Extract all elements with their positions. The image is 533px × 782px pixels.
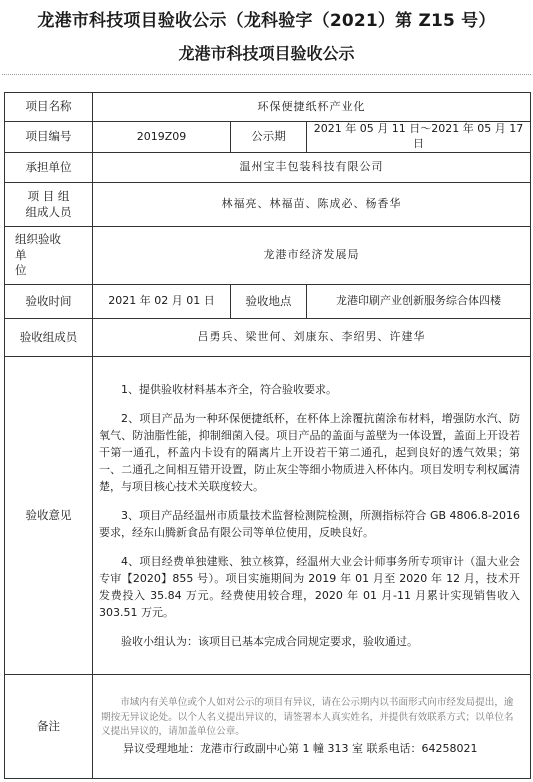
- project-name-value: 环保便捷纸杯产业化: [93, 93, 531, 122]
- opinions-content: [93, 357, 531, 675]
- row-notes: [5, 675, 531, 779]
- row-organizer: [5, 227, 531, 285]
- acceptance-place-value: 龙港印刷产业创新服务综合体四楼: [307, 285, 531, 319]
- project-number-value: 2019Z09: [93, 122, 231, 153]
- row-project-members: [5, 183, 531, 227]
- row-project-name: [5, 93, 531, 122]
- acceptance-time-value: 2021 年 02 月 01 日: [93, 285, 231, 319]
- project-name-label: 项目名称: [5, 93, 93, 122]
- acceptance-members-label: 验收组成员: [5, 319, 93, 357]
- notes-text: 市域内有关单位或个人如对公示的项目有异议，请在公示期内以书面形式向市经发局提出，逾期按无异议论处。以个人名义提出异议的，请签署本人真实姓名，并提供有效联系方式；以单位名义提出异议的，请加盖单位公章。: [101, 696, 514, 738]
- opinions-label: 验收意见: [5, 357, 93, 675]
- acceptance-info-table: [4, 92, 531, 779]
- acceptance-time-label: 验收时间: [5, 285, 93, 319]
- title-divider: [2, 74, 531, 75]
- undertaker-label: 承担单位: [5, 153, 93, 183]
- acceptance-members-value: 吕勇兵、梁世何、刘康东、李绍男、许建华: [93, 319, 531, 357]
- row-project-number: [5, 122, 531, 153]
- organizer-label: 组织验收 单 位: [5, 227, 93, 285]
- project-members-label: 项 目 组 组成人员: [5, 183, 93, 227]
- acceptance-place-label: 验收地点: [231, 285, 307, 319]
- row-undertaker: [5, 153, 531, 183]
- opinion-conclusion: 验收小组认为：该项目已基本完成合同规定要求，验收通过。: [121, 635, 418, 649]
- opinion-item-2: 2、项目产品为一种环保便捷纸杯，在杯体上涂覆抗菌涂布材料，增强防水汽、防氧气、防油脂性能，抑制细菌入侵。项目产品的盖面与盖壁为一体设置，盖面上开设若干第一通孔，杯盖内卡设有的隔离片上开设若干第二通孔，起到良好的透气效果；第一、二通孔之间相互错开设置，防止灰尘等细小物质进入杯体内。项目发明专利权属清楚，与项目核心技术关联度较大。: [99, 411, 521, 493]
- project-members-value: 林福亮、林福苗、陈成必、杨香华: [93, 183, 531, 227]
- announcement-subtitle: 龙港市科技项目验收公示: [178, 44, 355, 63]
- opinion-item-4: 4、项目经费单独建账、独立核算，经温州大业会计师事务所专项审计（温大业会专审【2020】855 号）。项目实施期间为 2019 年 01 月至 2020 年 12 月，技术开发费投入 35.84 万元。经费使用较合理，2020 年 01 月-11 月累计实现销售收入 303.51 万元。: [99, 555, 521, 620]
- notes-content: [93, 675, 531, 779]
- organizer-value: 龙港市经济发展局: [93, 227, 531, 285]
- publicity-time-value: 2021 年 05 月 11 日～2021 年 05 月 17 日: [307, 122, 531, 153]
- notes-address: 异议受理地址：龙港市行政副中心第 1 幢 313 室 联系电话：64258021: [123, 742, 478, 756]
- opinion-item-3: 3、项目产品经温州市质量技术监督检测院检测，所测指标符合 GB 4806.8-2016 要求，经东山腾新食品有限公司等单位使用，反映良好。: [99, 508, 521, 540]
- project-number-label: 项目编号: [5, 122, 93, 153]
- notes-label: 备注: [5, 675, 93, 779]
- row-opinions: [5, 357, 531, 675]
- undertaker-value: 温州宝丰包装科技有限公司: [93, 153, 531, 183]
- announcement-title: 龙港市科技项目验收公示（龙科验字（2021）第 Z15 号）: [37, 11, 496, 31]
- row-acceptance-time: [5, 285, 531, 319]
- row-acceptance-members: [5, 319, 531, 357]
- opinion-item-1: 1、提供验收材料基本齐全，符合验收要求。: [121, 382, 337, 396]
- publicity-time-label: 公示期: [231, 122, 307, 153]
